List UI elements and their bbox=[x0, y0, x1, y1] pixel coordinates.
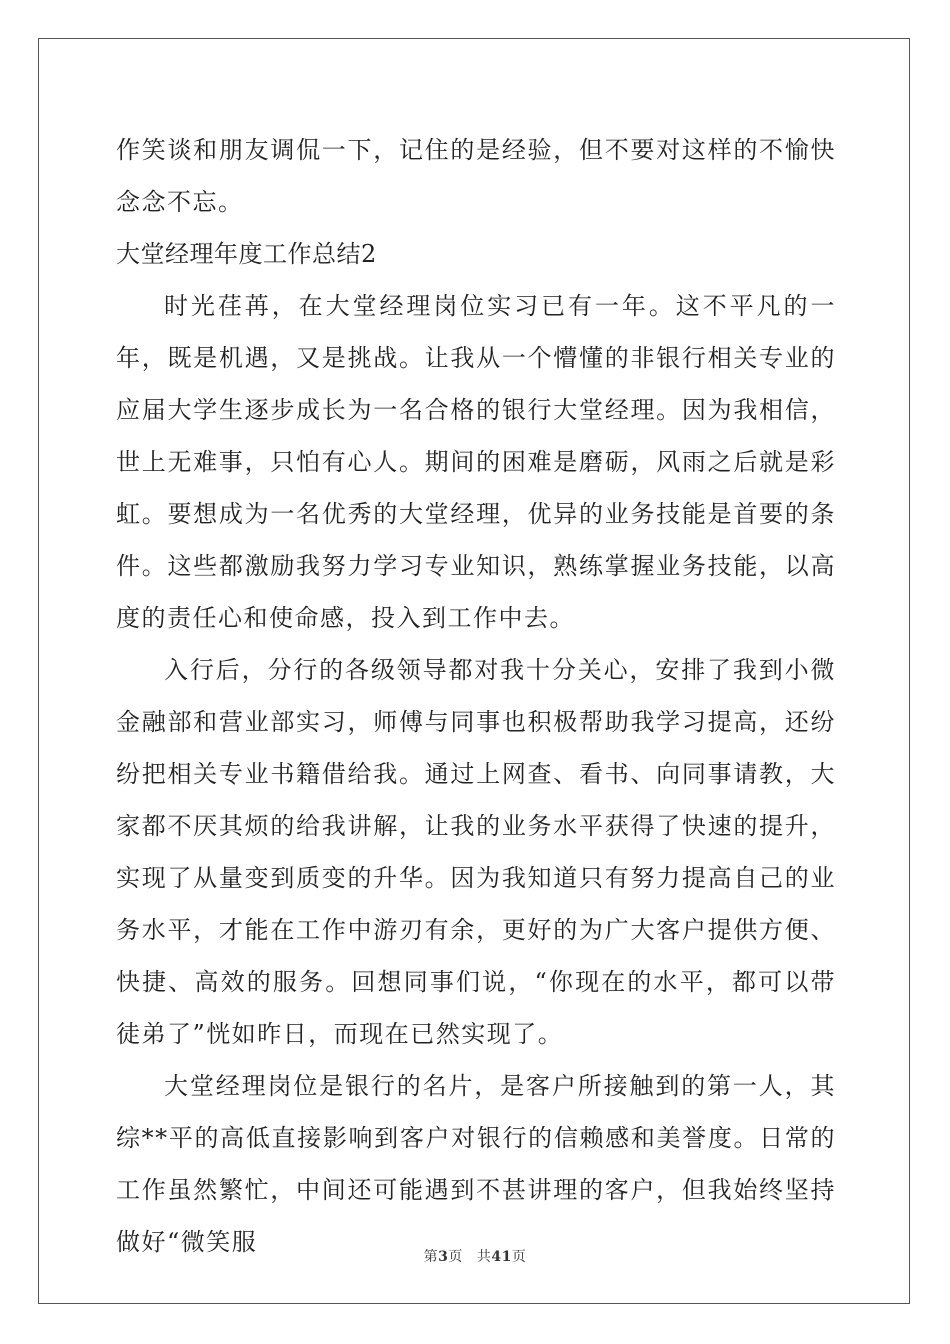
section-heading: 大堂经理年度工作总结2 bbox=[116, 240, 377, 268]
document-body bbox=[116, 124, 836, 1268]
body-paragraph: 大堂经理岗位是银行的名片，是客户所接触到的第一人，其综**平的高低直接影响到客户对银行的信赖感和美誉度。日常的工作虽然繁忙，中间还可能遇到不甚讲理的客户，但我始终坚持做好“微笑服 bbox=[116, 1072, 836, 1256]
body-paragraph: 入行后，分行的各级领导都对我十分关心，安排了我到小微金融部和营业部实习，师傅与同事也积极帮助我学习提高，还纷纷把相关专业书籍借给我。通过上网查、看书、向同事请教，大家都不厌其烦的给我讲解，让我的业务水平获得了快速的提升，实现了从量变到质变的升华。因为我知道只有努力提高自己的业务水平，才能在工作中游刃有余，更好的为广大客户提供方便、快捷、高效的服务。回想同事们说，“你现在的水平，都可以带徒弟了”恍如昨日，而现在已然实现了。 bbox=[116, 656, 836, 1048]
page-prefix: 第 bbox=[423, 1249, 439, 1265]
body-paragraph: 时光荏苒，在大堂经理岗位实习已有一年。这不平凡的一年，既是机遇，又是挑战。让我从一个懵懂的非银行相关专业的应届大学生逐步成长为一名合格的银行大堂经理。因为我相信，世上无难事，只怕有心人。期间的困难是磨砺，风雨之后就是彩虹。要想成为一名优秀的大堂经理，优异的业务技能是首要的条件。这些都激励我努力学习专业知识，熟练掌握业务技能，以高度的责任心和使命感，投入到工作中去。 bbox=[116, 292, 836, 632]
total-prefix: 共 bbox=[476, 1249, 492, 1265]
page-footer bbox=[0, 1246, 950, 1266]
continuation-paragraph: 作笑谈和朋友调侃一下，记住的是经验，但不要对这样的不愉快念念不忘。 bbox=[116, 136, 836, 216]
total-page-count: 41 bbox=[491, 1249, 512, 1265]
current-page-number: 3 bbox=[438, 1249, 449, 1265]
page-suffix: 页 bbox=[448, 1249, 463, 1265]
total-suffix: 页 bbox=[511, 1249, 527, 1265]
